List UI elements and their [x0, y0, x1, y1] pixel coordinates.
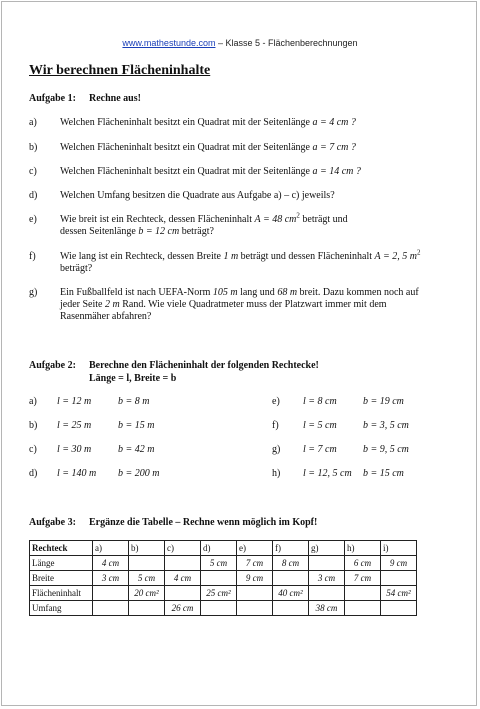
- task-math: 105 m: [212, 287, 238, 298]
- table-row: [30, 586, 417, 601]
- aufgabe2-number: Aufgabe 2:: [29, 360, 76, 371]
- table-header-cell: Rechteck: [30, 541, 93, 556]
- task-text: Rand. Wie viele Quadratmeter muss der Platzwart immer mit dem: [119, 299, 387, 310]
- table-row: [30, 601, 417, 616]
- table-cell: 25 cm²: [201, 586, 237, 601]
- table-cell: [201, 601, 237, 616]
- header-subtitle: – Klasse 5 - Flächenberechnungen: [215, 38, 358, 48]
- table-cell: 4 cm: [165, 571, 201, 586]
- table-header-cell: c): [165, 541, 201, 556]
- width-value: b = 8 m: [118, 396, 150, 407]
- aufgabe2-heading: [29, 359, 319, 385]
- item-label: g): [272, 444, 281, 455]
- length-value: l = 8 cm: [303, 396, 337, 407]
- task-text: Rasenmäher abfahren?: [60, 311, 152, 322]
- width-value: b = 15 m: [118, 420, 155, 431]
- item-label: c): [29, 444, 37, 455]
- table-cell: [165, 556, 201, 571]
- width-value: b = 42 m: [118, 444, 155, 455]
- page-header: [0, 38, 480, 48]
- table-row: [30, 556, 417, 571]
- site-link[interactable]: www.mathestunde.com: [122, 38, 216, 48]
- task-text: beträgt und: [299, 214, 348, 225]
- aufgabe2-instruction: Berechne den Flächeninhalt der folgenden Rechtecke!: [89, 360, 319, 371]
- item-label: e): [272, 396, 280, 407]
- task-math: a = 7 cm ?: [312, 142, 356, 153]
- table-cell: [273, 571, 309, 586]
- item-label: f): [272, 420, 279, 431]
- table-cell: 6 cm: [345, 556, 381, 571]
- task-label: d): [29, 190, 38, 201]
- width-value: b = 3, 5 cm: [363, 420, 409, 431]
- table-cell: [309, 556, 345, 571]
- table-header-row: [30, 541, 417, 556]
- task-math: a = 14 cm ?: [312, 166, 361, 177]
- aufgabe1-number: Aufgabe 1:: [29, 93, 76, 104]
- table-cell: [381, 601, 417, 616]
- task-text: Welchen Flächeninhalt besitzt ein Quadrat mit der Seitenlänge: [60, 166, 310, 177]
- table-cell: 8 cm: [273, 556, 309, 571]
- aufgabe3-instruction: Ergänze die Tabelle – Rechne wenn möglich im Kopf!: [89, 517, 318, 528]
- table-header-cell: e): [237, 541, 273, 556]
- task-label: a): [29, 117, 37, 128]
- table-cell: 54 cm²: [381, 586, 417, 601]
- task-text: beträgt?: [60, 263, 93, 274]
- table-cell: 5 cm: [129, 571, 165, 586]
- width-value: b = 9, 5 cm: [363, 444, 409, 455]
- task-math: a = 4 cm ?: [312, 117, 356, 128]
- page-title: Wir berechnen Flächeninhalte: [29, 63, 211, 78]
- item-label: d): [29, 468, 38, 479]
- task-text: beträgt?: [179, 226, 214, 237]
- table-header-cell: f): [273, 541, 309, 556]
- task-text: Ein Fußballfeld ist nach UEFA-Norm: [60, 287, 211, 298]
- task-1e: [29, 211, 449, 238]
- width-value: b = 19 cm: [363, 396, 404, 407]
- width-value: b = 15 cm: [363, 468, 404, 479]
- task-text: Wie breit ist ein Rechteck, dessen Flächeninhalt: [60, 214, 253, 225]
- table-cell: 26 cm: [165, 601, 201, 616]
- table-cell: [345, 601, 381, 616]
- aufgabe2-subtitle: Länge = l, Breite = b: [89, 373, 177, 384]
- table-cell: 5 cm: [201, 556, 237, 571]
- table-cell: 4 cm: [93, 556, 129, 571]
- task-math: A = 2, 5 m: [374, 251, 417, 262]
- item-label: a): [29, 396, 37, 407]
- task-math: A = 48 cm: [254, 214, 297, 225]
- task-label: c): [29, 166, 37, 177]
- table-cell: 38 cm: [309, 601, 345, 616]
- table-header-cell: h): [345, 541, 381, 556]
- task-text: lang und: [237, 287, 275, 298]
- length-value: l = 12 m: [57, 396, 92, 407]
- task-label: f): [29, 251, 36, 262]
- length-value: l = 7 cm: [303, 444, 337, 455]
- task-text: jeder Seite: [60, 299, 103, 310]
- task-math: 2 m: [104, 299, 120, 310]
- exponent: 2: [416, 248, 421, 257]
- table-cell: 40 cm²: [273, 586, 309, 601]
- task-1f: [29, 248, 449, 275]
- table-header-cell: a): [93, 541, 129, 556]
- table-cell: [273, 601, 309, 616]
- task-label: e): [29, 214, 37, 225]
- task-text: Welchen Umfang besitzen die Quadrate aus Aufgabe a) – c) jeweils?: [60, 190, 335, 201]
- task-text: breit. Dazu kommen noch auf: [297, 287, 419, 298]
- table-cell: 9 cm: [381, 556, 417, 571]
- table-cell: 3 cm: [93, 571, 129, 586]
- aufgabe1-heading: [29, 93, 141, 104]
- row-label: Umfang: [30, 601, 93, 616]
- table-cell: 7 cm: [237, 556, 273, 571]
- table-cell: [93, 601, 129, 616]
- table-cell: [237, 601, 273, 616]
- table-cell: [201, 571, 237, 586]
- exponent: 2: [296, 211, 300, 220]
- row-label: Flächeninhalt: [30, 586, 93, 601]
- item-label: h): [272, 468, 281, 479]
- table-cell: [381, 571, 417, 586]
- table-cell: [345, 586, 381, 601]
- task-math: 1 m: [223, 251, 239, 262]
- table-row: [30, 571, 417, 586]
- task-text: Wie lang ist ein Rechteck, dessen Breite: [60, 251, 221, 262]
- table-cell: 20 cm²: [129, 586, 165, 601]
- task-text: beträgt und dessen Flächeninhalt: [238, 251, 373, 262]
- aufgabe1-instruction: Rechne aus!: [89, 93, 141, 104]
- task-text: Welchen Flächeninhalt besitzt ein Quadrat mit der Seitenlänge: [60, 117, 310, 128]
- table-cell: 3 cm: [309, 571, 345, 586]
- task-text: dessen Seitenlänge: [60, 226, 136, 237]
- item-label: b): [29, 420, 38, 431]
- table-cell: [129, 556, 165, 571]
- table-cell: [165, 586, 201, 601]
- aufgabe3-number: Aufgabe 3:: [29, 517, 76, 528]
- table-header-cell: d): [201, 541, 237, 556]
- task-math: 68 m: [277, 287, 298, 298]
- task-label: g): [29, 287, 38, 298]
- row-label: Länge: [30, 556, 93, 571]
- table-cell: [93, 586, 129, 601]
- length-value: l = 5 cm: [303, 420, 337, 431]
- table-cell: [237, 586, 273, 601]
- row-label: Breite: [30, 571, 93, 586]
- length-value: l = 30 m: [57, 444, 92, 455]
- aufgabe3-heading: [29, 517, 317, 528]
- table-cell: [129, 601, 165, 616]
- task-text: Welchen Flächeninhalt besitzt ein Quadrat mit der Seitenlänge: [60, 142, 310, 153]
- length-value: l = 140 m: [57, 468, 97, 479]
- table-cell: 7 cm: [345, 571, 381, 586]
- width-value: b = 200 m: [118, 468, 160, 479]
- table-header-cell: b): [129, 541, 165, 556]
- task-1g: [29, 287, 449, 323]
- rectangle-table: [29, 540, 417, 616]
- length-value: l = 25 m: [57, 420, 92, 431]
- table-header-cell: i): [381, 541, 417, 556]
- table-cell: 9 cm: [237, 571, 273, 586]
- task-math: b = 12 cm: [138, 226, 180, 237]
- table-header-cell: g): [309, 541, 345, 556]
- table-cell: [309, 586, 345, 601]
- task-label: b): [29, 142, 38, 153]
- length-value: l = 12, 5 cm: [303, 468, 352, 479]
